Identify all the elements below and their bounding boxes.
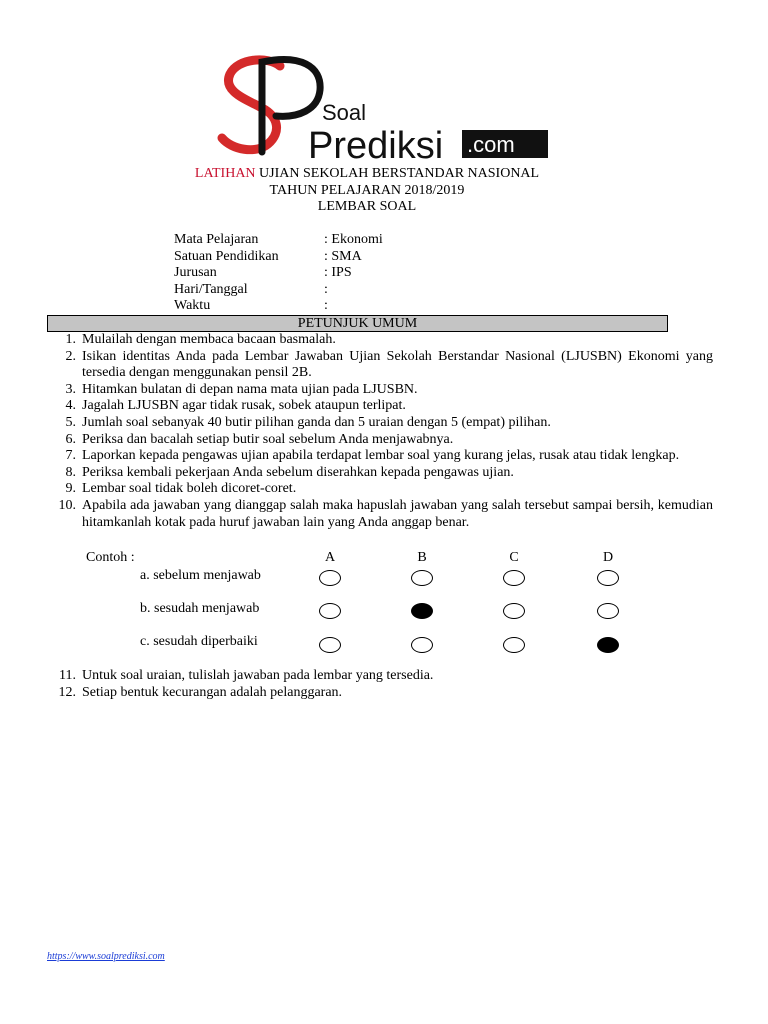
- instruction-number: 1.: [65, 332, 76, 347]
- instruction-item: [0, 448, 768, 465]
- identity-value: : Ekonomi: [324, 232, 383, 247]
- heading-latihan: LATIHAN: [194, 166, 256, 181]
- identity-row: [174, 298, 383, 315]
- identity-row: [174, 249, 383, 266]
- answer-bubble: [503, 637, 525, 653]
- identity-label: Waktu: [174, 298, 211, 313]
- answer-bubble: [597, 570, 619, 586]
- answer-bubble: [597, 637, 619, 653]
- instruction-item: [0, 349, 768, 382]
- example-row-label: b. sesudah menjawab: [140, 601, 260, 616]
- example-label: Contoh :: [86, 550, 135, 565]
- instruction-text: Jumlah soal sebanyak 40 butir pilihan ganda dan 5 uraian dengan 5 (empat) pilihan.: [82, 414, 551, 430]
- identity-label: Satuan Pendidikan: [174, 248, 279, 264]
- instructions-list-extra: [0, 668, 768, 701]
- answer-bubble: [319, 637, 341, 653]
- instruction-number: 9.: [65, 481, 76, 497]
- column-header-b: B: [417, 550, 427, 565]
- instruction-item: [0, 382, 768, 399]
- identity-label: Mata Pelajaran: [174, 232, 259, 247]
- heading-line-1: [0, 166, 734, 183]
- instruction-text: Periksa dan bacalah setiap butir soal sebelum Anda menjawabnya.: [82, 431, 454, 447]
- identity-row: [174, 282, 383, 299]
- instruction-number: 6.: [65, 431, 76, 447]
- instruction-text: Setiap bentuk kecurangan adalah pelanggaran.: [82, 684, 343, 700]
- instruction-text: Periksa kembali pekerjaan Anda sebelum diserahkan kepada pengawas ujian.: [82, 464, 514, 480]
- instruction-number: 2.: [65, 348, 76, 364]
- instruction-number: 10.: [58, 497, 76, 513]
- instruction-text: Lembar soal tidak boleh dicoret-coret.: [82, 481, 297, 497]
- instruction-item: [0, 332, 768, 349]
- identity-value: : IPS: [324, 265, 352, 280]
- instruction-item: [0, 498, 768, 531]
- answer-bubble: [597, 603, 619, 619]
- instruction-number: 3.: [65, 381, 76, 397]
- soalprediksi-logo: [210, 52, 570, 160]
- instruction-item: [0, 432, 768, 449]
- example-row-label: a. sebelum menjawab: [140, 568, 261, 583]
- instructions-list: [0, 332, 768, 531]
- identity-row: [174, 232, 383, 249]
- instruction-number: 11.: [59, 668, 76, 683]
- logo-word-soal: Soal: [322, 100, 367, 125]
- soalprediksi-logo-mark: [210, 52, 570, 160]
- instruction-text: Mulailah dengan membaca bacaan basmalah.: [82, 332, 336, 347]
- instruction-text: Laporkan kepada pengawas ujian apabila terdapat lembar soal yang kurang jelas, rusak atau tidak lengkap.: [82, 448, 680, 464]
- identity-value: :: [324, 281, 328, 297]
- heading-line-1-rest: UJIAN SEKOLAH BERSTANDAR NASIONAL: [255, 166, 540, 181]
- footer-link[interactable]: https://www.soalprediksi.com: [47, 951, 165, 962]
- example-row-label: c. sesudah diperbaiki: [140, 634, 258, 649]
- instruction-number: 4.: [65, 398, 76, 414]
- column-header-c: C: [509, 550, 519, 565]
- answer-bubble: [319, 603, 341, 619]
- instruction-item: [0, 481, 768, 498]
- answer-bubble: [411, 570, 433, 586]
- instructions-title: PETUNJUK UMUM: [47, 315, 668, 332]
- answer-bubble: [411, 637, 433, 653]
- identity-value: : SMA: [324, 248, 362, 264]
- column-header-d: D: [602, 550, 614, 565]
- instruction-item: [0, 465, 768, 482]
- heading-line-2: TAHUN PELAJARAN 2018/2019: [269, 182, 465, 198]
- instruction-text: Isikan identitas Anda pada Lembar Jawaban Ujian Sekolah Berstandar Nasional (LJUSBN) Ekonomi yang tersedia dengan menggunakan pensil 2B.: [82, 348, 713, 381]
- instruction-text: Jagalah LJUSBN agar tidak rusak, sobek ataupun terlipat.: [82, 398, 406, 414]
- instruction-number: 8.: [65, 464, 76, 480]
- identity-label: Jurusan: [174, 265, 217, 280]
- instruction-item: [0, 685, 768, 702]
- logo-word-domain: .com: [467, 132, 515, 157]
- instruction-number: 5.: [65, 414, 76, 430]
- instruction-number: 12.: [58, 684, 76, 700]
- heading-line-3: LEMBAR SOAL: [317, 199, 417, 214]
- document-heading: [0, 166, 734, 216]
- column-header-a: A: [324, 550, 336, 565]
- answer-bubble: [411, 603, 433, 619]
- answer-bubble: [319, 570, 341, 586]
- instruction-item: [0, 415, 768, 432]
- identity-value: :: [324, 298, 328, 313]
- identity-label: Hari/Tanggal: [174, 281, 248, 297]
- identity-block: [174, 232, 383, 315]
- identity-row: [174, 265, 383, 282]
- instruction-text: Apabila ada jawaban yang dianggap salah maka hapuslah jawaban yang salah tersebut sampai bersih, kemudian hitamkanlah kotak pada huruf jawaban lain yang Anda anggap benar.: [82, 497, 713, 530]
- instruction-text: Hitamkan bulatan di depan nama mata ujian pada LJUSBN.: [82, 381, 418, 397]
- answer-bubble: [503, 603, 525, 619]
- logo-word-prediksi: Prediksi: [308, 125, 444, 160]
- instruction-item: [0, 668, 768, 685]
- instruction-item: [0, 398, 768, 415]
- instruction-number: 7.: [65, 448, 76, 464]
- answer-bubble: [503, 570, 525, 586]
- instruction-text: Untuk soal uraian, tulislah jawaban pada lembar yang tersedia.: [82, 668, 434, 683]
